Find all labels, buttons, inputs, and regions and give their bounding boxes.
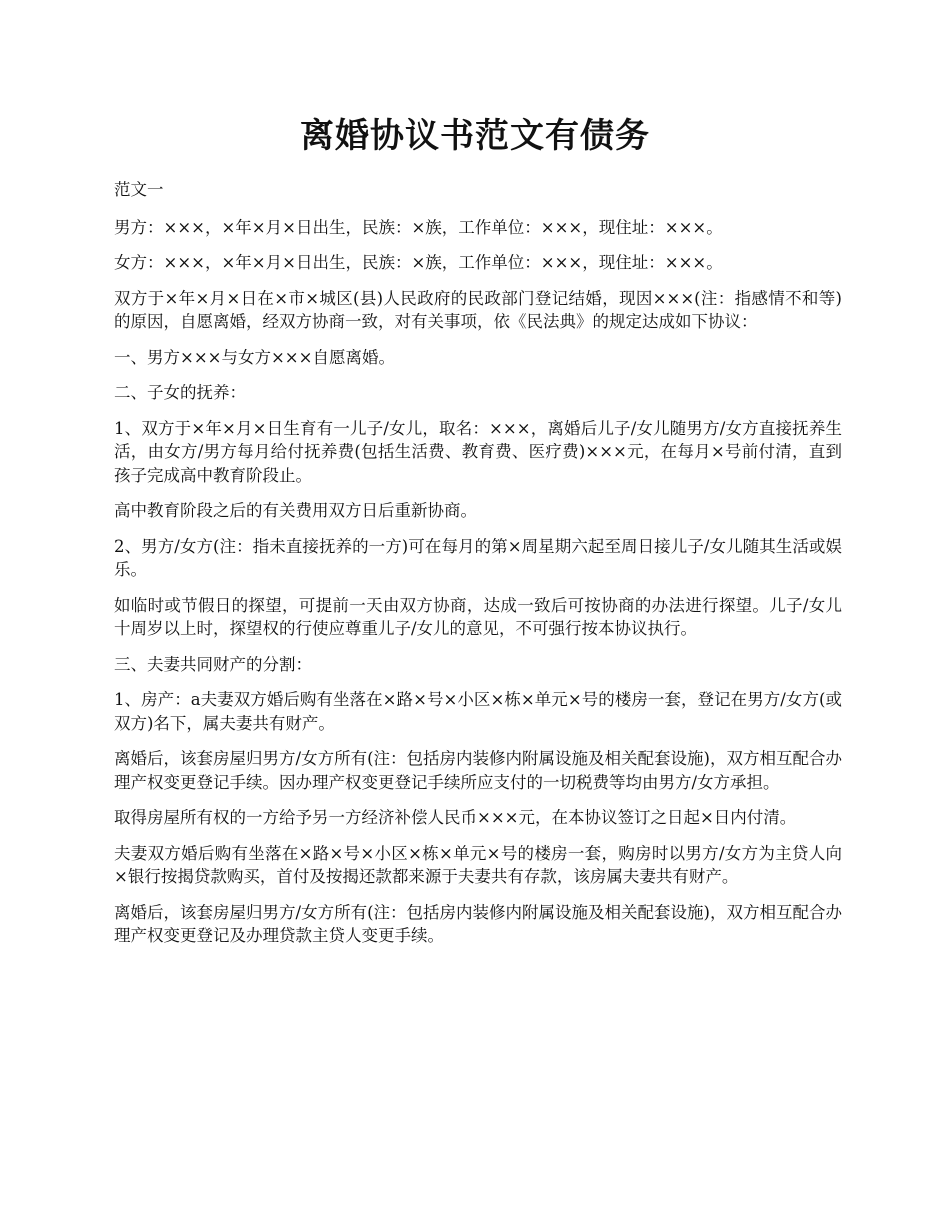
paragraph: 1、双方于×年×月×日生育有一儿子/女儿，取名：×××，离婚后儿子/女儿随男方/女方直接抚养生活，由女方/男方每月给付抚养费(包括生活费、教育费、医疗费)×××元，在每月×号前付清，直到孩子完成高中教育阶段止。: [114, 418, 842, 485]
paragraph: 三、夫妻共同财产的分割：: [114, 654, 312, 674]
paragraph: 高中教育阶段之后的有关费用双方日后重新协商。: [114, 501, 477, 520]
paragraph: 取得房屋所有权的一方给予另一方经济补偿人民币×××元，在本协议签订之日起×日内付清。: [114, 808, 797, 827]
document-body: [114, 178, 842, 960]
paragraph: 女方：×××，×年×月×日出生，民族：×族，工作单位：×××，现住址：×××。: [114, 253, 723, 272]
paragraph: 一、男方×××与女方×××自愿离婚。: [114, 347, 395, 367]
paragraph: 夫妻双方婚后购有坐落在×路×号×小区×栋×单元×号的楼房一套，购房时以男方/女方为主贷人向×银行按揭贷款购买，首付及按揭还款都来源于夫妻共有存款，该房属夫妻共有财产。: [114, 843, 842, 886]
paragraph: 二、子女的抚养：: [114, 383, 246, 402]
paragraph: 如临时或节假日的探望，可提前一天由双方协商，达成一致后可按协商的办法进行探望。儿子/女儿十周岁以上时，探望权的行使应尊重儿子/女儿的意见，不可强行按本协议执行。: [114, 595, 842, 638]
paragraph: 男方：×××，×年×月×日出生，民族：×族，工作单位：×××，现住址：×××。: [114, 217, 723, 237]
paragraph: 离婚后，该套房屋归男方/女方所有(注：包括房内装修内附属设施及相关配套设施)，双方相互配合办理产权变更登记及办理贷款主贷人变更手续。: [114, 902, 842, 945]
paragraph: 离婚后，该套房屋归男方/女方所有(注：包括房内装修内附属设施及相关配套设施)，双方相互配合办理产权变更登记手续。因办理产权变更登记手续所应支付的一切税费等均由男方/女方承担。: [114, 749, 842, 792]
paragraph: 范文一: [114, 180, 164, 199]
paragraph: 双方于×年×月×日在×市×城区(县)人民政府的民政部门登记结婚，现因×××(注：指感情不和等)的原因，自愿离婚，经双方协商一致，对有关事项，依《民法典》的规定达成如下协议：: [114, 288, 842, 331]
paragraph: 2、男方/女方(注：指未直接抚养的一方)可在每月的第×周星期六起至周日接儿子/女儿随其生活或娱乐。: [114, 536, 842, 579]
paragraph: 1、房产：a夫妻双方婚后购有坐落在×路×号×小区×栋×单元×号的楼房一套，登记在男方/女方(或双方)名下，属夫妻共有财产。: [114, 690, 842, 733]
document-title: 离婚协议书范文有债务: [300, 116, 650, 156]
